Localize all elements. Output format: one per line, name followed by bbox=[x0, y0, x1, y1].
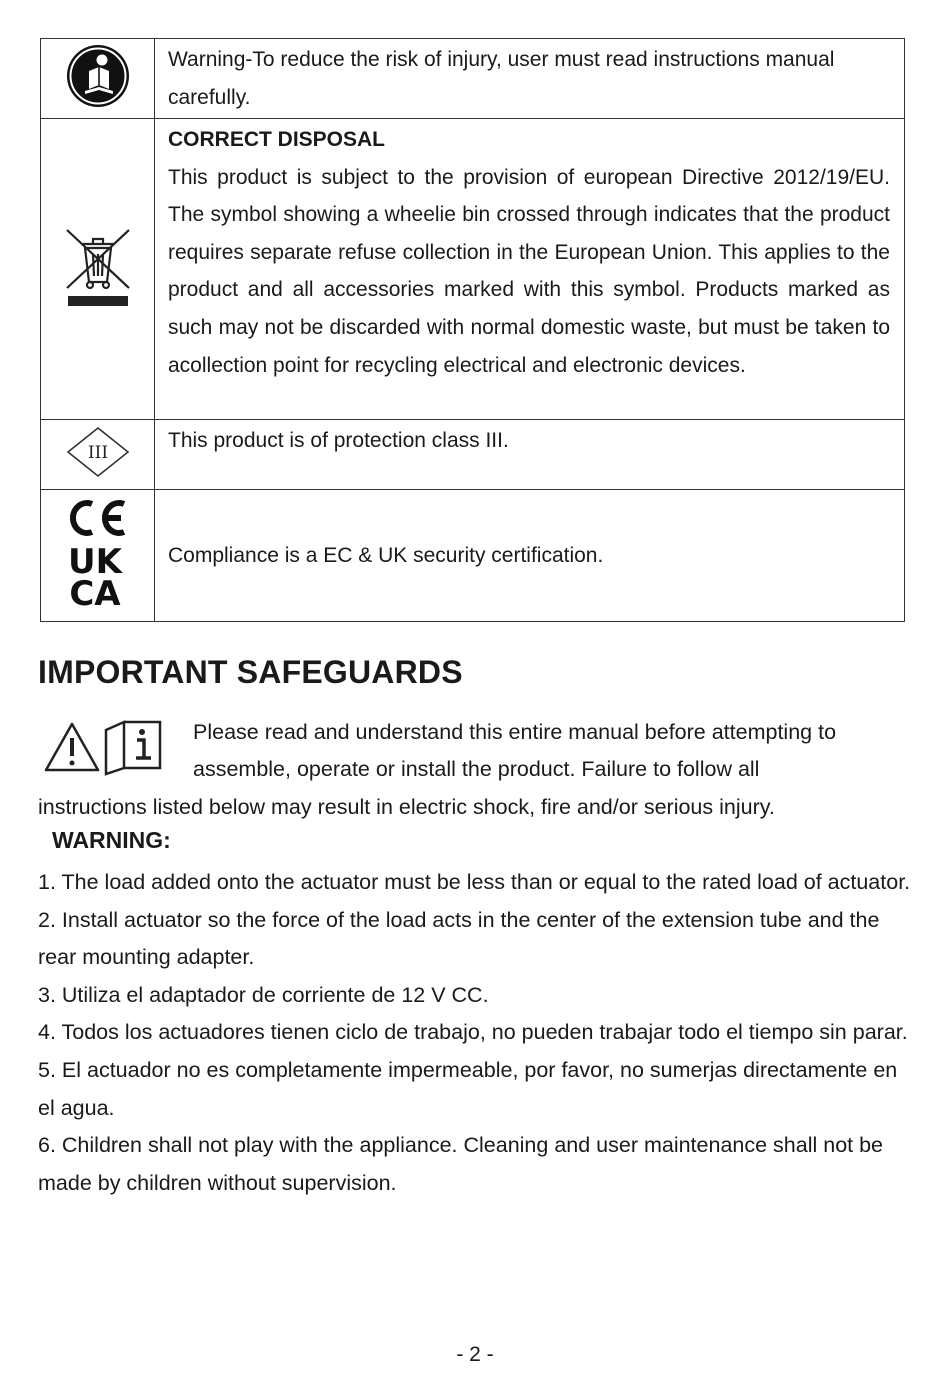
page-number: - 2 - bbox=[456, 1343, 494, 1366]
ca-mark: CA bbox=[68, 574, 121, 610]
warning-heading: WARNING: bbox=[52, 827, 171, 853]
intro-line-3: instructions listed below may result in electric shock, fire and/or serious injury. bbox=[38, 795, 775, 819]
protection-class-text: This product is of protection class III. bbox=[168, 429, 509, 452]
safeguard-list bbox=[38, 864, 914, 1202]
read-manual-text: Warning-To reduce the risk of injury, user must read instructions manual carefully. bbox=[155, 39, 905, 119]
safeguard-icons bbox=[42, 718, 167, 776]
section-title: IMPORTANT SAFEGUARDS bbox=[38, 654, 463, 690]
list-item: 2. Install actuator so the force of the load acts in the center of the extension tube and the rear mounting adapter. bbox=[38, 907, 880, 970]
list-item: 1. The load added onto the actuator must be less than or equal to the rated load of actuator. bbox=[38, 870, 911, 894]
read-manual-icon bbox=[65, 43, 131, 109]
manual-info-icon bbox=[106, 722, 160, 774]
symbols-table bbox=[40, 38, 905, 622]
compliance-text: Compliance is a EC & UK security certification. bbox=[168, 544, 604, 568]
symbol-row-compliance bbox=[41, 490, 905, 622]
disposal-title: CORRECT DISPOSAL bbox=[168, 128, 386, 151]
symbol-row-disposal bbox=[41, 119, 905, 420]
intro-line-1: Please read and understand this entire manual before attempting to bbox=[193, 720, 837, 744]
warning-triangle-icon bbox=[46, 724, 98, 770]
symbol-icon-cell bbox=[41, 490, 155, 622]
list-item: 4. Todos los actuadores tienen ciclo de trabajo, no pueden trabajar todo el tiempo sin parar. bbox=[38, 1020, 908, 1045]
symbol-row-protection-class bbox=[41, 420, 905, 490]
intro-line-2: assemble, operate or install the product. Failure to follow all bbox=[193, 757, 760, 781]
disposal-cell bbox=[155, 119, 905, 420]
symbol-icon-cell bbox=[41, 119, 155, 420]
class-iii-label: III bbox=[87, 443, 108, 463]
symbol-icon-cell bbox=[41, 39, 155, 119]
crossed-bin-icon bbox=[61, 226, 135, 308]
symbol-icon-cell bbox=[41, 420, 155, 490]
list-item: 5. El actuador no es completamente impermeable, por favor, no sumerjas directamente en el agua. bbox=[38, 1057, 898, 1120]
compliance-cell bbox=[155, 490, 905, 622]
ce-ukca-icon bbox=[65, 496, 131, 610]
uk-mark: UK bbox=[67, 542, 122, 582]
list-item: 3. Utiliza el adaptador de corriente de 12 V CC. bbox=[38, 982, 489, 1007]
disposal-text: This product is subject to the provision of european Directive 2012/19/EU. The symbol showing a wheelie bin crossed through indicates that the product requires separate refuse collection in the European Union. This applies to the product and all accessories marked with this symbol. Products marked as such may not be discarded with normal domestic waste, but must be taken to acollection point for recycling electrical and electronic devices. bbox=[168, 165, 890, 377]
class-iii-icon bbox=[65, 426, 131, 478]
symbol-row-read-manual bbox=[41, 39, 905, 119]
protection-class-cell bbox=[155, 420, 905, 490]
ce-mark: CE bbox=[64, 496, 66, 497]
list-item: 6. Children shall not play with the appliance. Cleaning and user maintenance shall not be made by children without supervision. bbox=[38, 1133, 884, 1195]
